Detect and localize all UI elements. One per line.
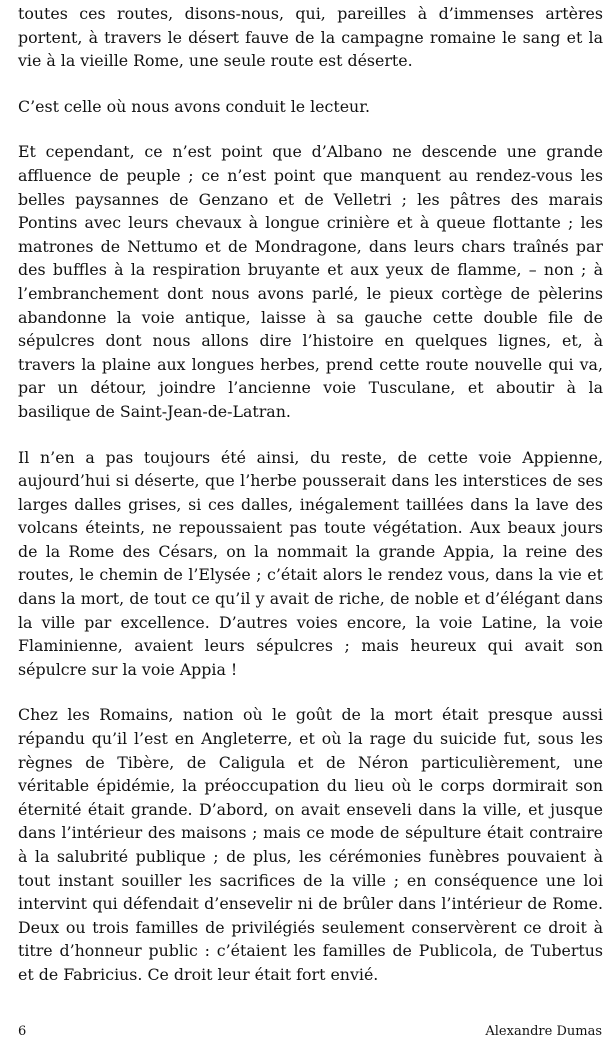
paragraph: Chez les Romains, nation où le goût de la mort était presque aussi répandu qu’il l’est en Angleterre, et où la rage du suicide fut, sous les règnes de Tibère, de Caligula et de Néron particulièrement, une véritable épidémie, la préoccupation du lieu où le corps dormirait son éternité était grande. D’abord, on avait enseveli dans la ville, et jusque dans l’intérieur des maisons ; mais ce mode de sépulture était contraire à la salubrité publique ; de plus, les cérémonies funèbres pouvaient à tout instant souiller les sacrifices de la ville ; en conséquence une loi intervint qui défendait d’ensevelir ni de brûler dans l’intérieur de Rome. Deux ou trois familles de privilégiés seulement conservèrent ce droit à titre d’honneur public : c’étaient les familles de Publicola, de Tubertus et de Fabricius. Ce droit leur était fort envié.	[18, 705, 603, 984]
page-number: 6	[18, 1024, 27, 1039]
body-text	[18, 2, 603, 1009]
page-footer	[18, 1022, 602, 1042]
paragraph: toutes ces routes, disons-nous, qui, pareilles à d’immenses artères portent, à travers le désert fauve de la campagne romaine le sang et la vie à la vieille Rome, une seule route est déserte.	[18, 4, 603, 71]
paragraph: Il n’en a pas toujours été ainsi, du reste, de cette voie Appienne, aujourd’hui si déserte, que l’herbe pousserait dans les interstices de ses larges dalles grises, si ces dalles, inégalement taillées dans la lave des volcans éteints, ne repoussaient pas toute végétation. Aux beaux jours de la Rome des Césars, on la nommait la grande Appia, la reine des routes, le chemin de l’Elysée ; c’était alors le rendez vous, dans la vie et dans la mort, de tout ce qu’il y avait de riche, de noble et d’élégant dans la ville par excellence. D’autres voies encore, la voie Latine, la voie Flaminienne, avaient leurs sépulcres ; mais heureux qui avait son sépulcre sur la voie Appia !	[18, 447, 603, 679]
author-name: Alexandre Dumas	[485, 1024, 602, 1039]
paragraph: C’est celle où nous avons conduit le lecteur.	[18, 96, 371, 116]
paragraph: Et cependant, ce n’est point que d’Albano ne descende une grande affluence de peuple ; ce n’est point que manquent au rendez-vous les belles paysannes de Genzano et de Velletri ; les pâtres des marais Pontins avec leurs chevaux à longue crinière et à queue flottante ; les matrones de Nettumo et de Mondragone, dans leurs chars traînés par des buffles à la respiration bruyante et aux yeux de flamme, – non ; à l’embranchement dont nous avons parlé, le pieux cortège de pèlerins abandonne la voie antique, laisse à sa gauche cette double file de sépulcres dont nous allons dire l’histoire en quelques lignes, et, à travers la plaine aux longues herbes, prend cette route nouvelle qui va, par un détour, joindre l’ancienne voie Tusculane, et aboutir à la basilique de Saint-Jean-de-Latran.	[18, 142, 603, 421]
